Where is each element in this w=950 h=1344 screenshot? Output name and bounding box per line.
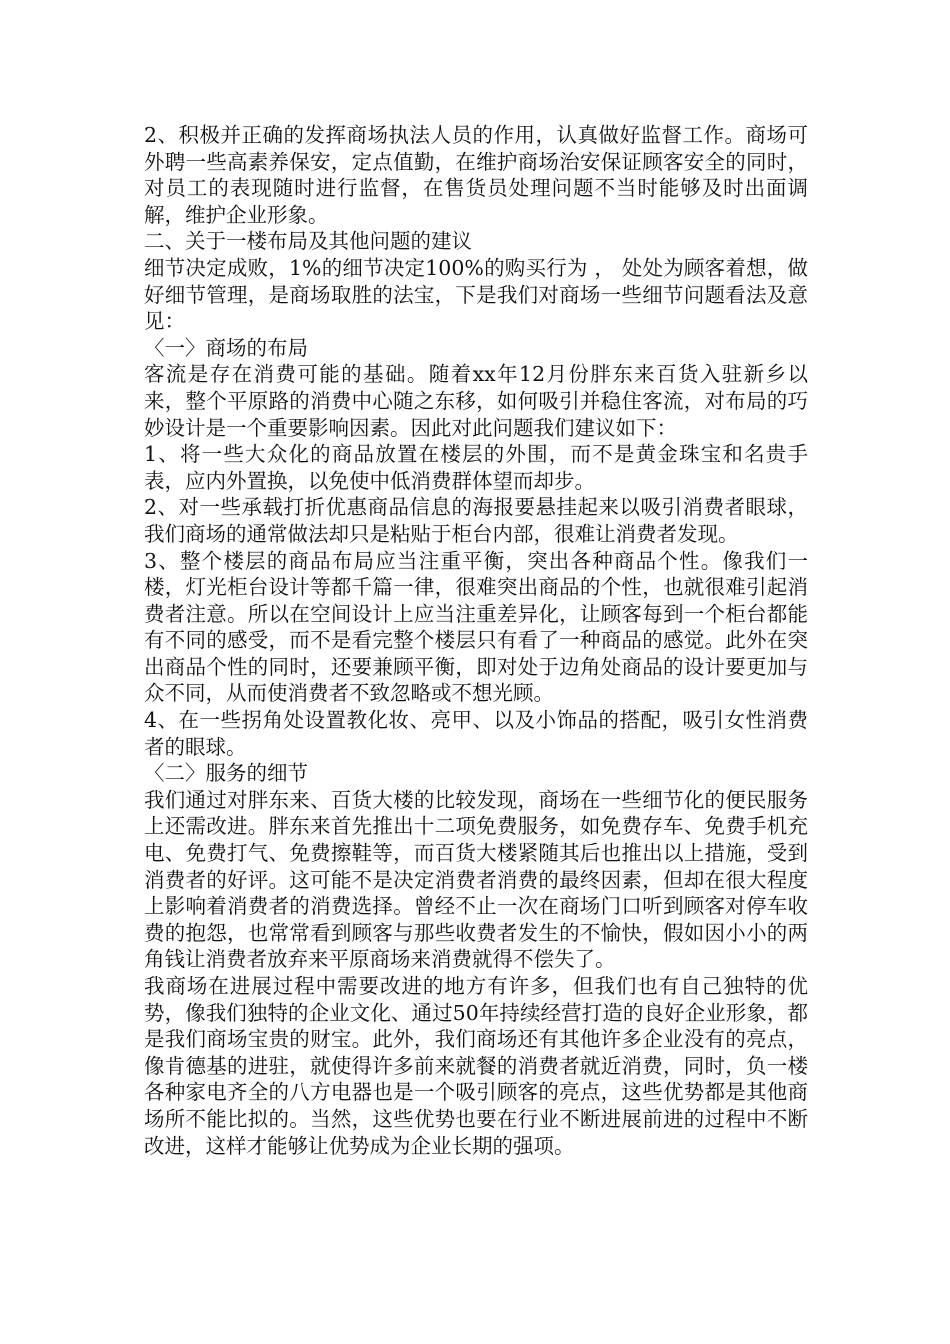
paragraph-details-intro: 细节决定成败，1%的细节决定100%的购买行为 ， 处处为顾客着想，做好细节管理，是商场取胜的法宝，下是我们对商场一些细节问题看法及意见： [144,255,808,334]
section-heading-layout-suggestions: 二、关于一楼布局及其他问题的建议 [144,229,472,254]
paragraph-service-comparison: 我们通过对胖东来、百货大楼的比较发现，商场在一些细节化的便民服务上还需改进。胖东来首先推出十二项免费服务，如免费存车、免费手机充电、免费打气、免费擦鞋等，而百货大楼紧随其后也推出以上措施，受到消费者的好评。这可能不是决定消费者消费的最终因素，但却在很大程度上影响着消费者的消费选择。曾经不止一次在商场门口听到顾客对停车收费的抱怨，也常常看到顾客与那些收费者发生的不愉快，假如因小小的两角钱让消费者放弃来平原商场来消费就得不偿失了。 [144,787,808,972]
subsection-heading-store-layout: 〈一〉商场的布局 [144,335,308,360]
document-page [144,122,808,1159]
paragraph-item-3: 3、整个楼层的商品布局应当注重平衡，突出各种商品个性。像我们一楼，灯光柜台设计等都千篇一律，很难突出商品的个性，也就很难引起消费者注意。所以在空间设计上应当注重差异化，让顾客每到一个柜台都能有不同的感受，而不是看完整个楼层只有看了一种商品的感觉。此外在突出商品个性的同时，还要兼顾平衡，即对处于边角处商品的设计要更加与众不同，从而使消费者不致忽略或不想光顾。 [144,548,808,706]
paragraph-supervision: 2、积极并正确的发挥商场执法人员的作用，认真做好监督工作。商场可外聘一些高素养保安，定点值勤，在维护商场治安保证顾客安全的同时，对员工的表现随时进行监督，在售货员处理问题不当时能够及时出面调解，维护企业形象。 [144,123,808,227]
paragraph-item-1: 1、将一些大众化的商品放置在楼层的外围，而不是黄金珠宝和名贵手表，应内外置换，以免使中低消费群体望而却步。 [144,442,808,493]
subsection-heading-service-details: 〈二〉服务的细节 [144,761,308,786]
paragraph-advantages: 我商场在进展过程中需要改进的地方有许多，但我们也有自己独特的优势，像我们独特的企业文化、通过50年持续经营打造的良好企业形象，都是我们商场宝贵的财宝。此外，我们商场还有其他许多企业没有的亮点，像肯德基的进驻，就使得许多前来就餐的消费者就近消费，同时，负一楼各种家电齐全的八方电器也是一个吸引顾客的亮点，这些优势都是其他商场所不能比拟的。当然，这些优势也要在行业不断进展前进的过程中不断改进，这样才能够让优势成为企业长期的强项。 [144,974,808,1158]
paragraph-item-2: 2、对一些承载打折优惠商品信息的海报要悬挂起来以吸引消费者眼球，我们商场的通常做法却只是粘贴于柜台内部，很难让消费者发现。 [144,495,808,546]
paragraph-item-4: 4、在一些拐角处设置教化妆、亮甲、以及小饰品的搭配，吸引女性消费者的眼球。 [144,708,808,759]
paragraph-customer-flow: 客流是存在消费可能的基础。随着xx年12月份胖东来百货入驻新乡以来，整个平原路的消费中心随之东移，如何吸引并稳住客流，对布局的巧妙设计是一个重要影响因素。因此对此问题我们建议如下： [144,362,808,440]
